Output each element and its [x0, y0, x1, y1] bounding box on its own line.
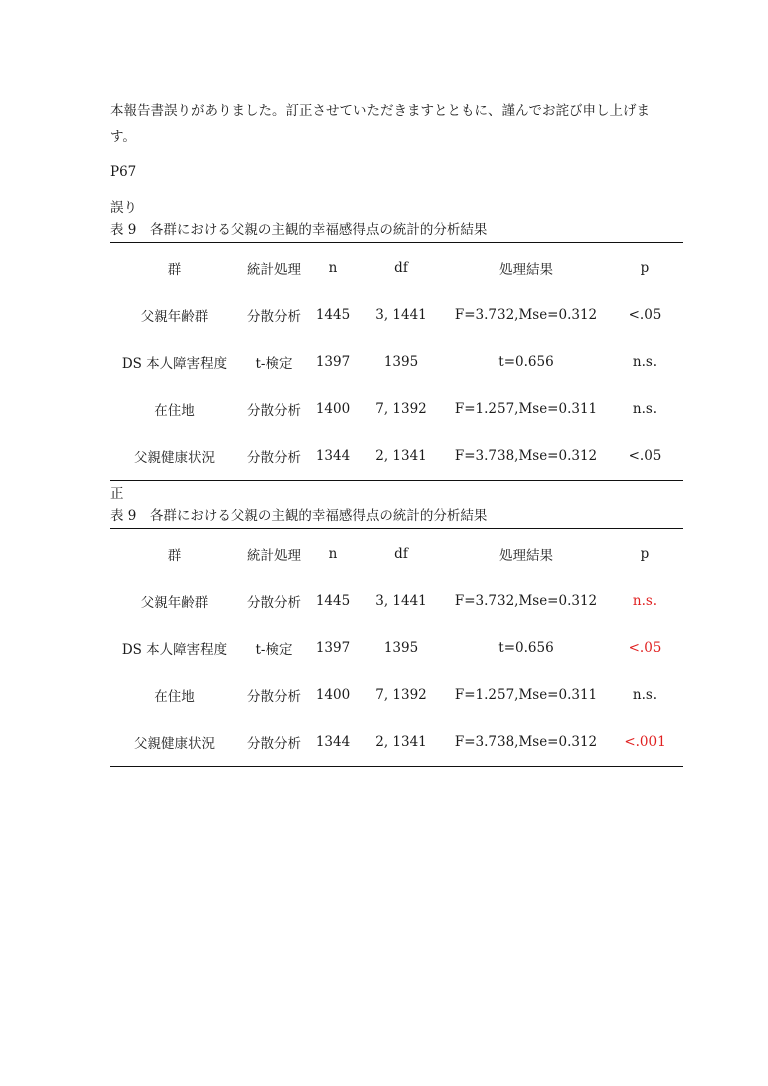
cell-method: 分散分析	[247, 594, 301, 611]
table-row	[110, 385, 683, 432]
wrong-table-bottom-rule	[110, 480, 683, 481]
cell-df: 1395	[383, 353, 419, 370]
header-df: df	[394, 545, 408, 562]
table-row	[110, 671, 683, 718]
cell-n: 1445	[315, 306, 351, 323]
table-row	[110, 624, 683, 671]
cell-n: 1344	[315, 733, 351, 750]
correct-table-caption: 表 9 各群における父親の主観的幸福感得点の統計的分析結果	[110, 508, 488, 524]
cell-result: F=3.732,Mse=0.312	[454, 306, 598, 323]
cell-n: 1344	[315, 447, 351, 464]
cell-result: F=1.257,Mse=0.311	[454, 400, 598, 417]
cell-group: 在住地	[154, 688, 195, 705]
wrong-table-top-rule	[110, 242, 683, 243]
cell-result: F=3.738,Mse=0.312	[454, 447, 598, 464]
table-row	[110, 338, 683, 385]
cell-group: DS 本人障害程度	[121, 641, 228, 658]
cell-df: 3, 1441	[375, 306, 427, 323]
wrong-table-caption: 表 9 各群における父親の主観的幸福感得点の統計的分析結果	[110, 222, 488, 238]
cell-method: 分散分析	[247, 402, 301, 419]
wrong-label: 誤り	[110, 200, 137, 216]
cell-method: t-検定	[255, 641, 293, 658]
cell-df: 2, 1341	[375, 733, 427, 750]
cell-df: 7, 1392	[375, 400, 427, 417]
cell-p: n.s.	[632, 353, 658, 370]
table-header-row	[110, 244, 683, 291]
cell-result: F=3.738,Mse=0.312	[454, 733, 598, 750]
cell-p: <.05	[628, 306, 662, 323]
cell-method: t-検定	[255, 355, 293, 372]
cell-group: 父親健康状況	[134, 449, 215, 466]
cell-result: F=3.732,Mse=0.312	[454, 592, 598, 609]
cell-n: 1445	[315, 592, 351, 609]
cell-n: 1400	[315, 400, 351, 417]
cell-df: 3, 1441	[375, 592, 427, 609]
cell-p: <.05	[628, 447, 662, 464]
cell-p-corrected: <.05	[628, 639, 662, 656]
cell-p: n.s.	[632, 400, 658, 417]
cell-p-corrected: n.s.	[632, 592, 658, 609]
cell-group: DS 本人障害程度	[121, 355, 228, 372]
table-row	[110, 577, 683, 624]
cell-method: 分散分析	[247, 735, 301, 752]
table-row	[110, 718, 683, 765]
header-p: p	[640, 545, 650, 562]
cell-n: 1397	[315, 639, 351, 656]
cell-result: t=0.656	[498, 353, 554, 370]
cell-n: 1397	[315, 353, 351, 370]
header-df: df	[394, 259, 408, 276]
cell-method: 分散分析	[247, 308, 301, 325]
cell-result: t=0.656	[498, 639, 554, 656]
header-group: 群	[167, 547, 182, 564]
cell-p-corrected: <.001	[624, 733, 666, 750]
cell-group: 父親年齢群	[140, 594, 209, 611]
cell-n: 1400	[315, 686, 351, 703]
cell-group: 在住地	[154, 402, 195, 419]
correct-table-bottom-rule	[110, 766, 683, 767]
header-method: 統計処理	[247, 261, 301, 278]
wrong-table	[110, 244, 683, 479]
notice-text: 本報告書誤りがありました。訂正させていただきますとともに、謹んでお詫び申し上げます。	[110, 103, 650, 145]
correct-table-top-rule	[110, 528, 683, 529]
table-row	[110, 291, 683, 338]
correct-table	[110, 530, 683, 765]
cell-group: 父親年齢群	[140, 308, 209, 325]
header-result: 処理結果	[499, 261, 553, 278]
cell-df: 1395	[383, 639, 419, 656]
correct-label: 正	[110, 486, 124, 502]
header-result: 処理結果	[499, 547, 553, 564]
table-row	[110, 432, 683, 479]
cell-df: 2, 1341	[375, 447, 427, 464]
cell-group: 父親健康状況	[134, 735, 215, 752]
table-header-row	[110, 530, 683, 577]
header-n: n	[328, 545, 338, 562]
cell-result: F=1.257,Mse=0.311	[454, 686, 598, 703]
header-n: n	[328, 259, 338, 276]
cell-df: 7, 1392	[375, 686, 427, 703]
header-method: 統計処理	[247, 547, 301, 564]
header-group: 群	[167, 261, 182, 278]
header-p: p	[640, 259, 650, 276]
cell-p: n.s.	[632, 686, 658, 703]
cell-method: 分散分析	[247, 449, 301, 466]
cell-method: 分散分析	[247, 688, 301, 705]
page-reference: P67	[110, 164, 137, 180]
